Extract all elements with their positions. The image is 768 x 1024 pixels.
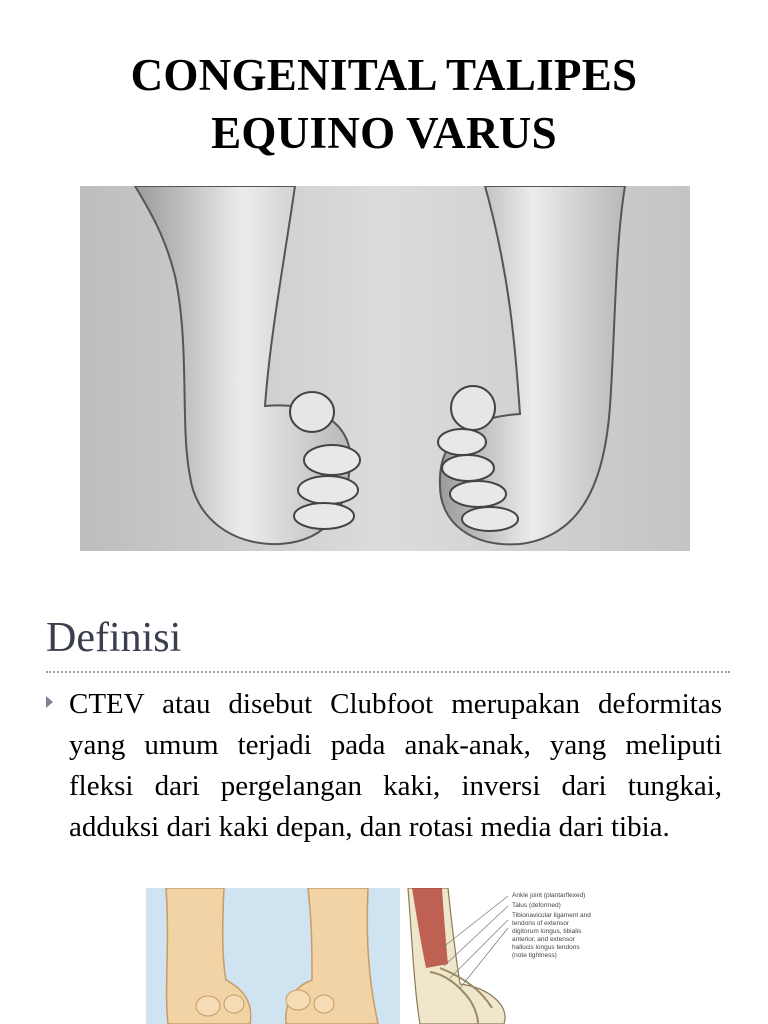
clubfoot-photo (80, 186, 690, 551)
illustration-anatomy-panel (400, 888, 598, 1024)
title-line-1: CONGENITAL TALIPES (130, 50, 638, 100)
bullet-arrow-icon (46, 696, 53, 708)
ankle-joint-label: Ankle joint (plantarflexed) (512, 892, 586, 899)
clubfoot-illustration (146, 888, 598, 1024)
illustration-labels (512, 892, 596, 962)
talus-label: Talus (deformed) (512, 902, 561, 909)
definition-bullet (46, 684, 722, 848)
section-title: Definisi (46, 615, 182, 661)
tendons-label: Tibionavicular ligament and tendons of extensor digitorum longus, tibialis anterior, and extensor hallucis longus tendons (note tightness) (512, 912, 591, 959)
definition-text: CTEV atau disebut Clubfoot merupakan deformitas yang umum terjadi pada anak-anak, yang meliputi fleksi dari pergelangan kaki, inversi dari tungkai, adduksi dari kaki depan, dan rotasi media dari tibia. (69, 688, 722, 843)
page-title (0, 46, 768, 162)
title-line-2: EQUINO VARUS (211, 108, 557, 158)
illustration-feet-panel (146, 888, 400, 1024)
section-divider (46, 671, 730, 673)
